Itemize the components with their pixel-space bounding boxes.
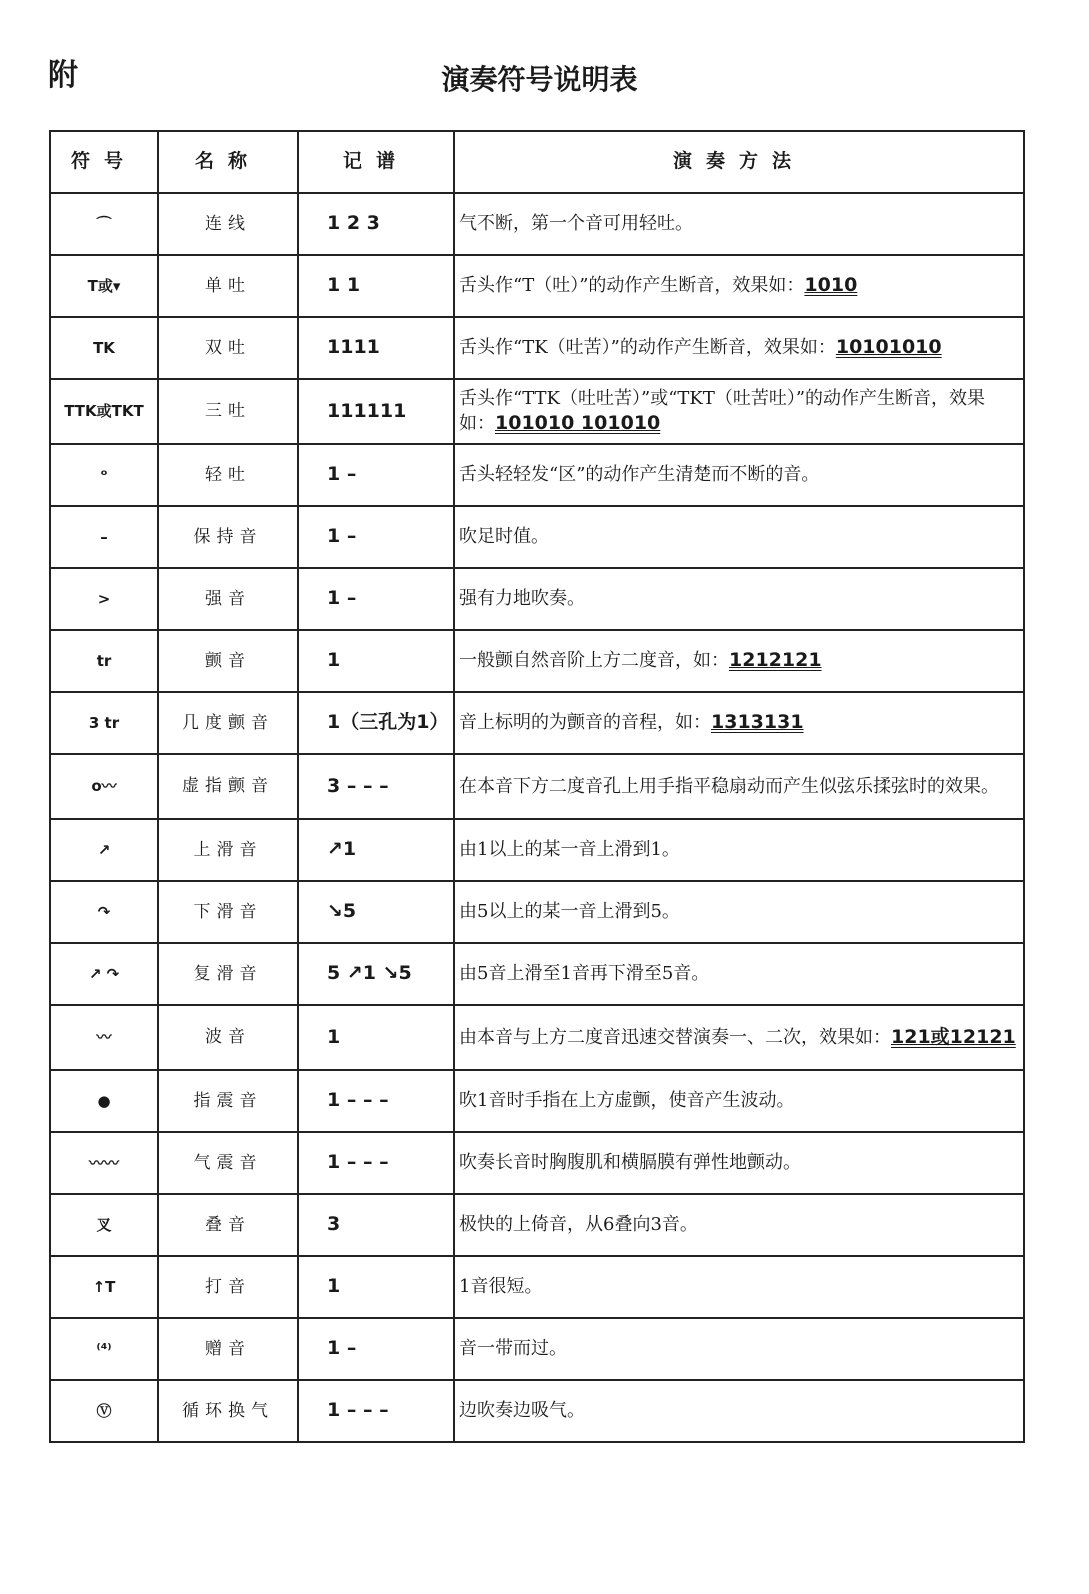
header-notation: 记谱 [298,131,454,193]
page-title: 演奏符号说明表 [441,63,638,96]
method-text: 舌头轻轻发“区”的动作产生清楚而不断的音。 [459,464,820,486]
name-cell: 轻吐 [158,444,298,506]
method-text: 吹1音时手指在上方虚颤，使音产生波动。 [459,1090,795,1112]
effect-example: 1313131 [711,711,804,734]
method-cell [454,1256,1024,1318]
notation-cell: 1 2 3 [298,193,454,255]
notation-cell: 1111 [298,317,454,379]
name-cell: 几度颤音 [158,692,298,754]
effect-example: 10101010 [835,336,942,359]
symbol-cell: > [50,568,158,630]
table-row [50,506,1024,568]
notation-cell: ↘5 [298,881,454,943]
method-cell [454,1005,1024,1070]
notation-cell: 1 – – – [298,1070,454,1132]
method-text: 吹奏长音时胸腹肌和横膈膜有弹性地颤动。 [459,1152,801,1174]
method-cell [454,317,1024,379]
notation-cell: 111111 [298,379,454,444]
effect-example: 101010 101010 [495,411,661,434]
table-row [50,1132,1024,1194]
method-text: 音一带而过。 [459,1338,567,1360]
effect-example: 1212121 [729,649,822,672]
notation-cell: 3 [298,1194,454,1256]
name-cell: 叠音 [158,1194,298,1256]
notation-cell: 1 [298,1256,454,1318]
symbol-cell: ● [50,1070,158,1132]
notation-cell: 1 – [298,1318,454,1380]
table-row [50,568,1024,630]
notation-cell: 1 [298,630,454,692]
symbol-cell: ↗ ↷ [50,943,158,1005]
method-text: 1音很短。 [459,1276,543,1298]
method-cell [454,1070,1024,1132]
table-row [50,444,1024,506]
table-header-row [50,131,1024,193]
symbol-cell: ↗ [50,819,158,881]
method-cell [454,881,1024,943]
table-row [50,255,1024,317]
table-row [50,317,1024,379]
symbol-cell: ↑T [50,1256,158,1318]
symbol-cell: ⌒ [50,193,158,255]
name-cell: 波音 [158,1005,298,1070]
header-symbol: 符号 [50,131,158,193]
method-text: 舌头作“TK（吐苦）”的动作产生断音，效果如： [459,337,836,359]
symbol-cell: ᵒ [50,444,158,506]
notation-cell: 1 – [298,444,454,506]
name-cell: 复滑音 [158,943,298,1005]
symbol-cell: 叉 [50,1194,158,1256]
table-row [50,754,1024,819]
notation-cell: 1 – – – [298,1380,454,1442]
method-cell [454,1380,1024,1442]
name-cell: 打音 [158,1256,298,1318]
method-text: 由1以上的某一音上滑到1。 [459,839,680,861]
table-row [50,379,1024,444]
name-cell: 颤音 [158,630,298,692]
notation-cell: 1 – [298,568,454,630]
method-cell [454,943,1024,1005]
notation-cell: 1（三孔为1） [298,692,454,754]
table-row [50,692,1024,754]
table-row [50,1318,1024,1380]
header-method: 演奏方法 [454,131,1024,193]
symbol-cell: o〰 [50,754,158,819]
table-row [50,819,1024,881]
appendix-mark: 附 [48,58,78,93]
symbol-cell: – [50,506,158,568]
name-cell: 下滑音 [158,881,298,943]
method-text: 边吹奏边吸气。 [459,1400,585,1422]
table-row [50,1070,1024,1132]
method-text: 在本音下方二度音孔上用手指平稳扇动而产生似弦乐揉弦时的效果。 [459,775,999,797]
notation-cell: ↗1 [298,819,454,881]
symbol-cell: 〰〰 [50,1132,158,1194]
table-row [50,881,1024,943]
method-cell [454,630,1024,692]
table-row [50,1194,1024,1256]
name-cell: 三吐 [158,379,298,444]
name-cell: 赠音 [158,1318,298,1380]
method-cell [454,1318,1024,1380]
method-cell [454,568,1024,630]
method-text: 舌头作“T（吐）”的动作产生断音，效果如： [459,275,805,297]
table-row [50,1380,1024,1442]
table-row [50,1005,1024,1070]
method-cell [454,819,1024,881]
symbol-cell: TTK或TKT [50,379,158,444]
method-cell [454,506,1024,568]
symbol-cell: ↷ [50,881,158,943]
method-text: 由5音上滑至1音再下滑至5音。 [459,963,710,985]
method-text: 音上标明的为颤音的音程，如： [459,712,711,734]
table-row [50,943,1024,1005]
name-cell: 连线 [158,193,298,255]
symbol-cell: Ⓥ [50,1380,158,1442]
method-text: 一般颤自然音阶上方二度音，如： [459,650,729,672]
name-cell: 虚指颤音 [158,754,298,819]
notation-cell: 5 ↗1 ↘5 [298,943,454,1005]
notation-cell: 1 – [298,506,454,568]
notation-cell: 3 – – – [298,754,454,819]
method-cell [454,1132,1024,1194]
symbol-cell: ⁽⁴⁾ [50,1318,158,1380]
table-row [50,1256,1024,1318]
method-text: 由5以上的某一音上滑到5。 [459,901,680,923]
table-row [50,630,1024,692]
method-text: 极快的上倚音，从6叠向3音。 [459,1214,698,1236]
symbol-cell: T或▾ [50,255,158,317]
name-cell: 单吐 [158,255,298,317]
table-row [50,193,1024,255]
header-name: 名称 [158,131,298,193]
notation-cell: 1 – – – [298,1132,454,1194]
method-text: 由本音与上方二度音迅速交替演奏一、二次，效果如： [459,1026,891,1048]
method-cell [454,1194,1024,1256]
notation-cell: 1 [298,1005,454,1070]
method-cell [454,379,1024,444]
method-cell [454,754,1024,819]
method-cell [454,193,1024,255]
method-cell [454,255,1024,317]
method-text: 强有力地吹奏。 [459,588,585,610]
symbol-cell: 3 tr [50,692,158,754]
method-text: 舌头作“TTK（吐吐苦）”或“TKT（吐苦吐）”的动作产生断音，效果如： [459,387,986,434]
name-cell: 气震音 [158,1132,298,1194]
name-cell: 强音 [158,568,298,630]
symbol-cell: TK [50,317,158,379]
symbol-cell: tr [50,630,158,692]
notation-table [49,130,1025,1443]
effect-example: 121或12121 [891,1025,1016,1048]
method-text: 吹足时值。 [459,526,549,548]
method-cell [454,692,1024,754]
name-cell: 保持音 [158,506,298,568]
symbol-cell: 〰 [50,1005,158,1070]
method-text: 气不断，第一个音可用轻吐。 [459,213,693,235]
method-cell [454,444,1024,506]
name-cell: 循环换气 [158,1380,298,1442]
name-cell: 上滑音 [158,819,298,881]
name-cell: 双吐 [158,317,298,379]
name-cell: 指震音 [158,1070,298,1132]
notation-cell: 1 1 [298,255,454,317]
effect-example: 1010 [804,274,858,297]
